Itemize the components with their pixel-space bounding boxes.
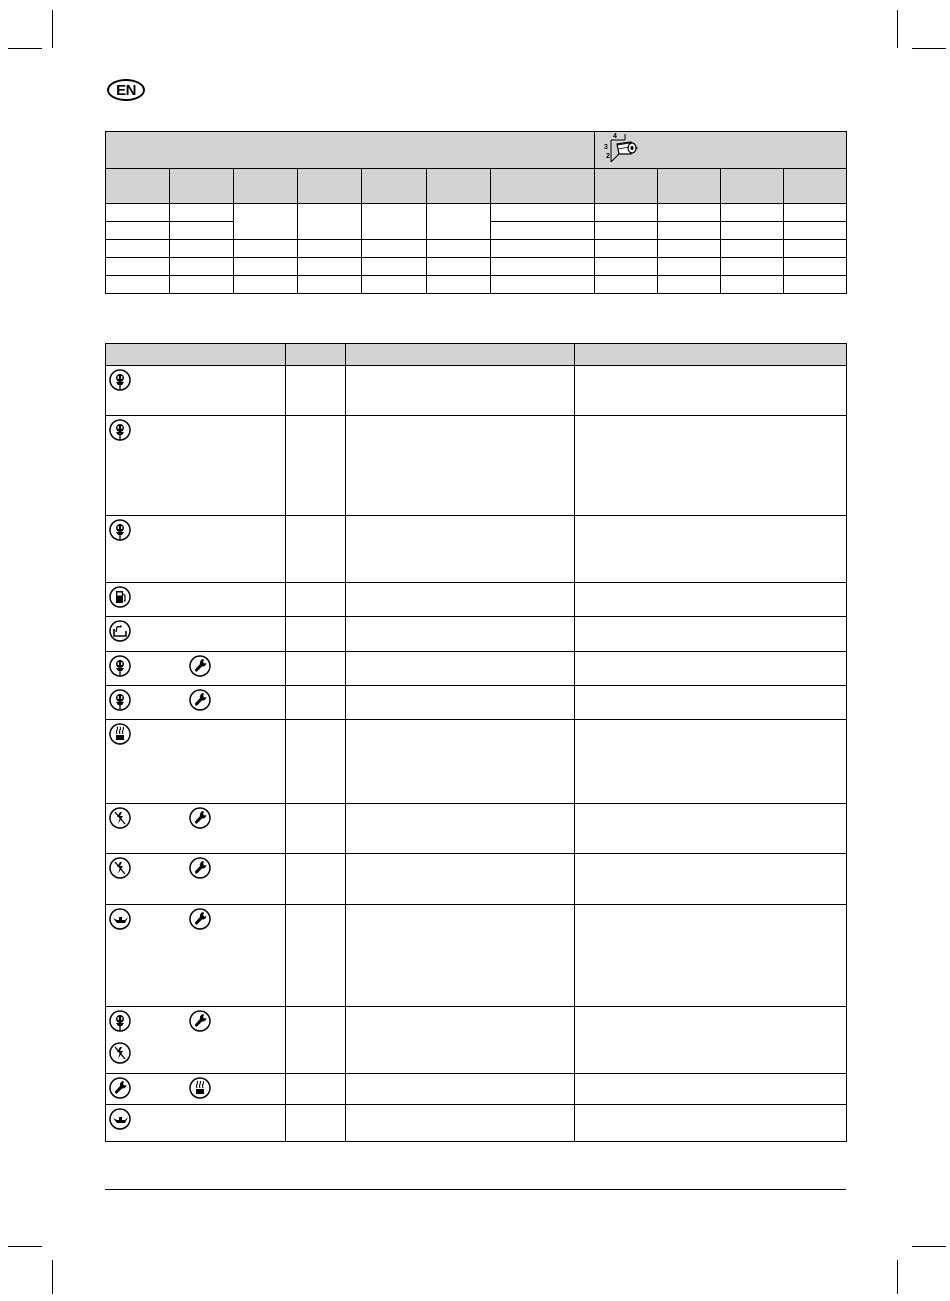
- table-title-cell: [106, 132, 595, 169]
- column-header: [106, 169, 170, 204]
- table-cell: [721, 276, 784, 294]
- table-cell: [170, 258, 234, 276]
- table-cell: [286, 416, 346, 516]
- table-cell: [170, 222, 234, 240]
- table-row: [106, 1007, 847, 1074]
- table-cell: [346, 905, 575, 1007]
- table-cell: [575, 854, 847, 905]
- column-header: [298, 169, 362, 204]
- table-cell: [362, 258, 427, 276]
- table-cell: [346, 617, 575, 652]
- table-cell: [346, 854, 575, 905]
- plug-icon: [109, 519, 131, 541]
- table-cell: [286, 1105, 346, 1142]
- plug-icon: [109, 655, 131, 677]
- table-cell: [346, 416, 575, 516]
- crop-mark: [897, 1260, 898, 1294]
- heat-icon: [189, 1077, 211, 1099]
- table-cell: [784, 258, 847, 276]
- table-cell: [575, 516, 847, 583]
- crop-mark: [912, 1246, 946, 1247]
- table-cell: [106, 222, 170, 240]
- table-cell: [346, 652, 575, 686]
- symbol-cell: [106, 583, 286, 617]
- table-cell: [721, 240, 784, 258]
- table-row: [106, 1074, 847, 1105]
- table-cell: [286, 366, 346, 416]
- refill-icon: [109, 620, 131, 642]
- table-cell: [658, 276, 721, 294]
- column-header: [346, 344, 575, 366]
- plug-icon: [109, 689, 131, 711]
- table-cell: [286, 804, 346, 854]
- specification-table: [105, 131, 847, 294]
- oil-can-icon: [109, 1108, 131, 1130]
- symbol-cell: [106, 804, 286, 854]
- table-cell: [286, 854, 346, 905]
- table-cell: [427, 258, 491, 276]
- column-header: [721, 169, 784, 204]
- column-header: [595, 169, 658, 204]
- table-cell: [286, 516, 346, 583]
- table-cell: [658, 222, 721, 240]
- svg-text:3: 3: [604, 144, 608, 151]
- table-cell: [286, 720, 346, 804]
- fuel-icon: [109, 586, 131, 608]
- wrench-icon: [189, 655, 211, 677]
- table-cell: [575, 686, 847, 720]
- table-row: [106, 240, 847, 258]
- svg-text:4: 4: [613, 133, 617, 140]
- symbol-cell: [106, 854, 286, 905]
- table-cell: [234, 258, 298, 276]
- table-cell: [575, 652, 847, 686]
- wrench-icon: [189, 689, 211, 711]
- table-cell: [286, 905, 346, 1007]
- no-spark-icon: [109, 1042, 131, 1064]
- table-cell: [286, 617, 346, 652]
- table-cell: [575, 905, 847, 1007]
- symbol-cell: [106, 686, 286, 720]
- symbol-cell: [106, 416, 286, 516]
- table-cell: [575, 1074, 847, 1105]
- table-cell: [170, 240, 234, 258]
- table-cell: [346, 1074, 575, 1105]
- table-cell: [298, 240, 362, 258]
- table-cell: [658, 240, 721, 258]
- table-cell: [170, 204, 234, 222]
- table-cell: [298, 276, 362, 294]
- no-spark-icon: [109, 807, 131, 829]
- symbol-cell: [106, 366, 286, 416]
- table-cell: [575, 617, 847, 652]
- language-badge: EN: [107, 79, 145, 101]
- table-cell: [346, 1007, 575, 1074]
- crop-mark: [8, 48, 42, 49]
- table-cell: [784, 204, 847, 222]
- no-spark-icon: [109, 857, 131, 879]
- table-cell: [298, 258, 362, 276]
- table-cell: [286, 686, 346, 720]
- column-header: [427, 169, 491, 204]
- symbol-cell: [106, 720, 286, 804]
- symbol-cell: [106, 1074, 286, 1105]
- symbol-cell: [106, 652, 286, 686]
- table-cell: [234, 240, 298, 258]
- wrench-icon: [189, 1010, 211, 1032]
- table-cell: [298, 204, 362, 240]
- table-row: [106, 416, 847, 516]
- table-cell: [491, 240, 595, 258]
- table-row: [106, 583, 847, 617]
- table-cell: [170, 276, 234, 294]
- table-cell: [427, 276, 491, 294]
- table-header-row: [106, 344, 847, 366]
- table-cell: [346, 686, 575, 720]
- table-row: [106, 366, 847, 416]
- column-header: [491, 169, 595, 204]
- symbol-cell: [106, 905, 286, 1007]
- table-cell: [491, 204, 595, 222]
- table-cell: [595, 240, 658, 258]
- table-cell: [286, 583, 346, 617]
- table-cell: [595, 258, 658, 276]
- oil-can-icon: [109, 908, 131, 930]
- table-cell: [575, 583, 847, 617]
- table-cell: [595, 204, 658, 222]
- wrench-icon: [189, 807, 211, 829]
- table-cell: [106, 240, 170, 258]
- table-cell: [575, 1007, 847, 1074]
- table-cell: [575, 1105, 847, 1142]
- column-header: [234, 169, 298, 204]
- symbol-cell: [106, 1105, 286, 1142]
- plug-icon: [109, 369, 131, 391]
- table-cell: [346, 1105, 575, 1142]
- table-cell: [575, 720, 847, 804]
- gear-header-cell: [595, 132, 847, 169]
- table-cell: [721, 258, 784, 276]
- table-cell: [362, 204, 427, 240]
- table-row: [106, 686, 847, 720]
- table-cell: [106, 276, 170, 294]
- wrench-icon: [189, 857, 211, 879]
- table-cell: [575, 804, 847, 854]
- table-cell: [346, 583, 575, 617]
- crop-mark: [912, 48, 946, 49]
- table-cell: [234, 276, 298, 294]
- table-cell: [427, 240, 491, 258]
- table-row: [106, 804, 847, 854]
- crop-mark: [52, 1260, 53, 1294]
- table-cell: [286, 652, 346, 686]
- table-row: [106, 516, 847, 583]
- column-header: [658, 169, 721, 204]
- plug-icon: [109, 419, 131, 441]
- table-cell: [286, 1074, 346, 1105]
- table-cell: [346, 516, 575, 583]
- gear-position-icon: [603, 132, 643, 168]
- table-cell: [784, 240, 847, 258]
- column-header: [170, 169, 234, 204]
- table-cell: [106, 204, 170, 222]
- wrench-icon: [109, 1077, 131, 1099]
- column-header: [575, 344, 847, 366]
- svg-text:2: 2: [606, 153, 610, 160]
- table-row: [106, 204, 847, 222]
- table-cell: [491, 258, 595, 276]
- symbol-cell: [106, 516, 286, 583]
- crop-mark: [52, 10, 53, 48]
- table-cell: [362, 276, 427, 294]
- table-cell: [286, 1007, 346, 1074]
- table-cell: [491, 276, 595, 294]
- table-cell: [491, 222, 595, 240]
- troubleshooting-table: [105, 343, 847, 1142]
- wrench-icon: [189, 908, 211, 930]
- table-row: [106, 652, 847, 686]
- table-cell: [575, 366, 847, 416]
- table-row: [106, 720, 847, 804]
- footer-rule: [105, 1189, 846, 1190]
- table-cell: [346, 804, 575, 854]
- table-cell: [721, 204, 784, 222]
- symbol-cell: [106, 617, 286, 652]
- column-header: [362, 169, 427, 204]
- table-cell: [427, 204, 491, 240]
- table-cell: [658, 258, 721, 276]
- table-cell: [362, 240, 427, 258]
- plug-icon: [109, 1010, 131, 1032]
- table-cell: [346, 720, 575, 804]
- table-cell: [658, 204, 721, 222]
- table-cell: [784, 222, 847, 240]
- table-cell: [784, 276, 847, 294]
- table-row: [106, 617, 847, 652]
- table-row: [106, 258, 847, 276]
- table-cell: [721, 222, 784, 240]
- table-row: [106, 1105, 847, 1142]
- table-cell: [595, 222, 658, 240]
- crop-mark: [897, 10, 898, 48]
- column-header: [106, 344, 286, 366]
- table-cell: [595, 276, 658, 294]
- symbol-cell: [106, 1007, 286, 1074]
- table-cell: [346, 366, 575, 416]
- table-cell: [234, 204, 298, 240]
- crop-mark: [8, 1246, 42, 1247]
- heat-icon: [109, 723, 131, 745]
- table-row: [106, 905, 847, 1007]
- column-header: [286, 344, 346, 366]
- column-header: [784, 169, 847, 204]
- table-cell: [106, 258, 170, 276]
- table-row: [106, 276, 847, 294]
- table-row: [106, 854, 847, 905]
- table-cell: [575, 416, 847, 516]
